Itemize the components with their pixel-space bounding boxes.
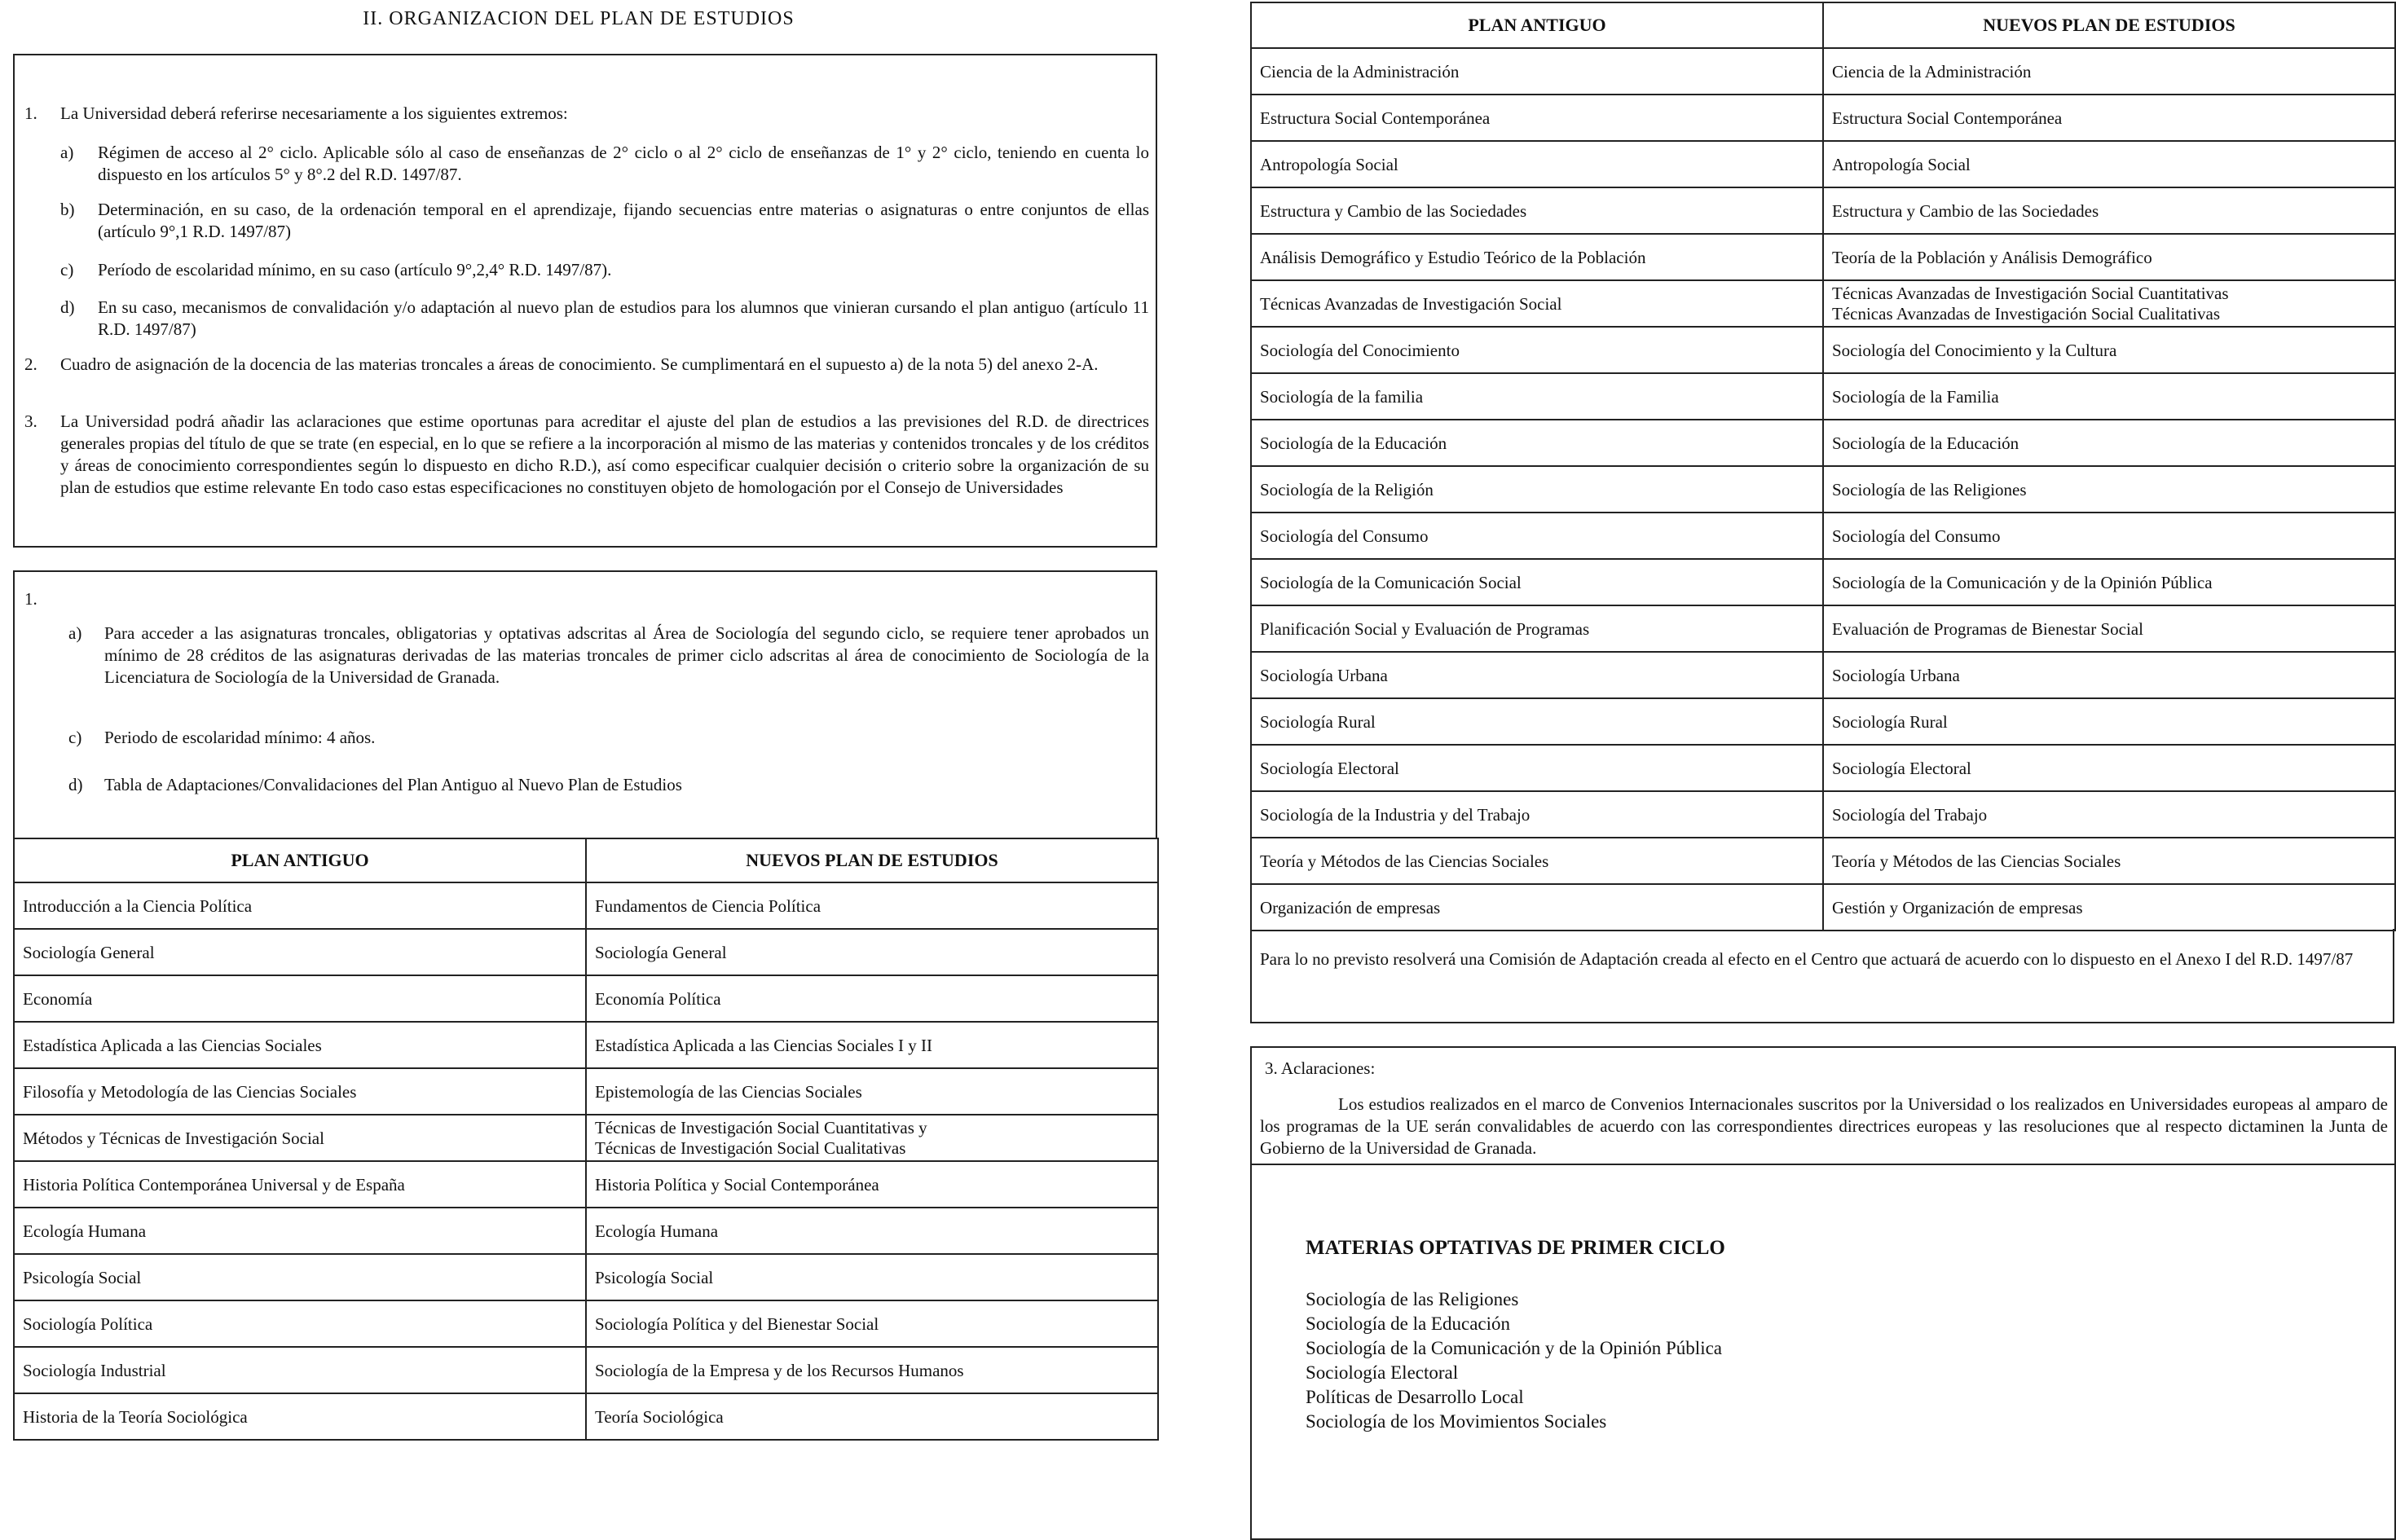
table-row <box>1251 791 2395 838</box>
old-subject: Estadística Aplicada a las Ciencias Sociales <box>14 1022 586 1068</box>
section-1-box <box>13 570 1157 839</box>
new-subject: Economía Política <box>586 975 1158 1022</box>
table-row <box>14 882 1158 929</box>
new-subject-two-lines <box>1823 280 2395 327</box>
old-subject: Economía <box>14 975 586 1022</box>
new-subject: Psicología Social <box>586 1254 1158 1300</box>
table-row <box>1251 95 2395 141</box>
new-subject: Teoría de la Población y Análisis Demográfico <box>1823 234 2395 280</box>
new-subject: Sociología del Conocimiento y la Cultura <box>1823 327 2395 373</box>
new-subject: Ecología Humana <box>586 1208 1158 1254</box>
new-subject: Estructura Social Contemporánea <box>1823 95 2395 141</box>
table-row <box>1251 373 2395 420</box>
note-3-number: 3. <box>24 411 37 431</box>
table-row <box>1251 559 2395 605</box>
column-header-old: PLAN ANTIGUO <box>1251 2 1823 48</box>
table-row <box>14 1022 1158 1068</box>
note-1-intro: La Universidad deberá referirse necesariamente a los siguientes extremos: <box>60 103 568 123</box>
new-subject: Ciencia de la Administración <box>1823 48 2395 95</box>
new-subject: Sociología General <box>586 929 1158 975</box>
table-row <box>14 1115 1158 1161</box>
table-row <box>14 1347 1158 1393</box>
note-a-label: a) <box>60 143 74 162</box>
footnote-box <box>1250 929 2394 1023</box>
footnote-text: Para lo no previsto resolverá una Comisión de Adaptación creada al efecto en el Centro que actuará de acuerdo con lo dispuesto en el Anexo I del R.D. 1497/87 <box>1260 949 2354 969</box>
table-row <box>14 1254 1158 1300</box>
section-1-a-text: Para acceder a las asignaturas troncales, obligatorias y optativas adscritas al Área de Sociología del segundo ciclo, se requiere tener aprobados un mínimo de 28 créditos de las asignaturas derivadas de las materias troncales de primer ciclo adscritas al área de conocimiento de Sociología de la Licenciatura de Sociología de la Universidad de Granada. <box>104 623 1149 687</box>
table-row <box>1251 280 2395 327</box>
old-subject: Historia Política Contemporánea Universal y de España <box>14 1161 586 1208</box>
old-subject: Introducción a la Ciencia Política <box>14 882 586 929</box>
instructions-list <box>15 55 1159 544</box>
aclaraciones-title: 3. Aclaraciones: <box>1265 1058 1376 1078</box>
old-subject: Sociología Industrial <box>14 1347 586 1393</box>
note-d-label: d) <box>60 297 75 317</box>
new-subject-line-2: Técnicas Avanzadas de Investigación Social Cualitativas <box>1832 303 2221 323</box>
note-b-text: Determinación, en su caso, de la ordenación temporal en el aprendizaje, fijando secuencias entre materias o asignaturas o entre conjuntos de ellas (artículo 9°,1 R.D. 1497/87) <box>98 200 1149 241</box>
old-subject: Sociología de la Industria y del Trabajo <box>1251 791 1823 838</box>
adaptation-table-right <box>1250 2 2396 931</box>
note-2-text: Cuadro de asignación de la docencia de las materias troncales a áreas de conocimiento. Se cumplimentará en el supuesto a) de la nota 5) del anexo 2-A. <box>60 354 1099 374</box>
table-row <box>1251 884 2395 931</box>
table-header-row <box>14 838 1158 882</box>
list-item: Sociología de la Comunicación y de la Opinión Pública <box>1306 1338 1723 1358</box>
new-subject: Epistemología de las Ciencias Sociales <box>586 1068 1158 1115</box>
new-subject: Sociología Política y del Bienestar Social <box>586 1300 1158 1347</box>
old-subject: Técnicas Avanzadas de Investigación Social <box>1251 280 1823 327</box>
old-subject: Métodos y Técnicas de Investigación Social <box>14 1115 586 1161</box>
new-subject-line-2: Técnicas de Investigación Social Cualitativas <box>595 1137 906 1158</box>
old-subject: Ecología Humana <box>14 1208 586 1254</box>
section-1-content <box>15 572 1159 841</box>
aclaraciones-divider <box>1252 1164 2394 1165</box>
optativas-list <box>1306 1287 1722 1434</box>
table-row <box>1251 652 2395 698</box>
new-subject: Sociología Urbana <box>1823 652 2395 698</box>
column-header-old: PLAN ANTIGUO <box>14 838 586 882</box>
section-1-d-label: d) <box>68 775 83 794</box>
old-subject: Filosofía y Metodología de las Ciencias Sociales <box>14 1068 586 1115</box>
section-1-number: 1. <box>24 589 37 609</box>
new-subject: Fundamentos de Ciencia Política <box>586 882 1158 929</box>
old-subject: Sociología de la Comunicación Social <box>1251 559 1823 605</box>
new-subject: Evaluación de Programas de Bienestar Social <box>1823 605 2395 652</box>
old-subject: Sociología del Conocimiento <box>1251 327 1823 373</box>
table-row <box>1251 466 2395 513</box>
table-row <box>1251 234 2395 280</box>
old-subject: Historia de la Teoría Sociológica <box>14 1393 586 1440</box>
page-heading: II. ORGANIZACION DEL PLAN DE ESTUDIOS <box>363 8 795 29</box>
note-c-text: Período de escolaridad mínimo, en su caso (artículo 9°,2,4° R.D. 1497/87). <box>98 260 612 279</box>
table-row <box>1251 838 2395 884</box>
new-subject-line-1: Técnicas Avanzadas de Investigación Social Cuantitativas <box>1832 283 2229 303</box>
note-a-text: Régimen de acceso al 2° ciclo. Aplicable sólo al caso de enseñanzas de 2° ciclo o al 2° ciclo de enseñanzas de 1° y 2° ciclo, teniendo en cuenta lo dispuesto en los artículos 5° y 8°.2 del R.D. 1497/87. <box>98 143 1149 184</box>
list-item: Sociología Electoral <box>1306 1362 1459 1383</box>
column-header-new: NUEVOS PLAN DE ESTUDIOS <box>1823 2 2395 48</box>
section-1-a-label: a) <box>68 623 82 643</box>
table-row <box>14 1300 1158 1347</box>
new-subject: Teoría y Métodos de las Ciencias Sociales <box>1823 838 2395 884</box>
table-row <box>14 975 1158 1022</box>
section-1-c-label: c) <box>68 728 82 747</box>
table-row <box>1251 420 2395 466</box>
list-item: Sociología de las Religiones <box>1306 1289 1519 1309</box>
new-subject: Sociología Rural <box>1823 698 2395 745</box>
old-subject: Ciencia de la Administración <box>1251 48 1823 95</box>
table-row <box>14 929 1158 975</box>
note-3-text: La Universidad podrá añadir las aclaraciones que estime oportunas para acreditar el ajuste del plan de estudios a las previsiones del R.D. de directrices generales propias del título de que se trate (en especial, en lo que se refiere a la incorporación al mismo de las materias y contenidos troncales y de los créditos y áreas de conocimiento correspondientes según lo dispuesto en dicho R.D.), así como especificar cualquier decisión o criterio sobre la organización de su plan de estudios que estime relevante En todo caso estas especificaciones no constituyen objeto de homologación por el Consejo de Universidades <box>60 411 1149 497</box>
optativas-title: MATERIAS OPTATIVAS DE PRIMER CICLO <box>1306 1237 1725 1259</box>
table-row <box>14 1393 1158 1440</box>
old-subject: Análisis Demográfico y Estudio Teórico de la Población <box>1251 234 1823 280</box>
note-d-text: En su caso, mecanismos de convalidación y/o adaptación al nuevo plan de estudios para los alumnos que vinieran cursando el plan antiguo (artículo 11 R.D. 1497/87) <box>98 297 1149 339</box>
section-1-d-text: Tabla de Adaptaciones/Convalidaciones del Plan Antiguo al Nuevo Plan de Estudios <box>104 775 682 794</box>
old-subject: Psicología Social <box>14 1254 586 1300</box>
section-1-c-text: Periodo de escolaridad mínimo: 4 años. <box>104 728 376 747</box>
old-subject: Teoría y Métodos de las Ciencias Sociales <box>1251 838 1823 884</box>
old-subject: Planificación Social y Evaluación de Programas <box>1251 605 1823 652</box>
new-subject: Estadística Aplicada a las Ciencias Sociales I y II <box>586 1022 1158 1068</box>
new-subject: Sociología de la Familia <box>1823 373 2395 420</box>
instructions-box <box>13 54 1157 548</box>
note-2-number: 2. <box>24 354 37 374</box>
note-b-label: b) <box>60 200 75 219</box>
old-subject: Sociología de la familia <box>1251 373 1823 420</box>
old-subject: Sociología del Consumo <box>1251 513 1823 559</box>
old-subject: Sociología de la Educación <box>1251 420 1823 466</box>
table-header-row <box>1251 2 2395 48</box>
new-subject: Antropología Social <box>1823 141 2395 187</box>
table-row <box>14 1068 1158 1115</box>
old-subject: Sociología Urbana <box>1251 652 1823 698</box>
new-subject: Sociología de la Educación <box>1823 420 2395 466</box>
new-subject: Gestión y Organización de empresas <box>1823 884 2395 931</box>
new-subject: Historia Política y Social Contemporánea <box>586 1161 1158 1208</box>
table-row <box>14 1208 1158 1254</box>
list-item: Sociología de la Educación <box>1306 1313 1511 1334</box>
new-subject: Estructura y Cambio de las Sociedades <box>1823 187 2395 234</box>
new-subject: Sociología del Trabajo <box>1823 791 2395 838</box>
list-item: Políticas de Desarrollo Local <box>1306 1387 1524 1407</box>
new-subject: Sociología Electoral <box>1823 745 2395 791</box>
old-subject: Estructura Social Contemporánea <box>1251 95 1823 141</box>
new-subject: Sociología de la Empresa y de los Recursos Humanos <box>586 1347 1158 1393</box>
old-subject: Sociología Política <box>14 1300 586 1347</box>
table-row <box>1251 605 2395 652</box>
old-subject: Organización de empresas <box>1251 884 1823 931</box>
note-1-number: 1. <box>24 103 37 123</box>
new-subject-two-lines <box>586 1115 1158 1161</box>
old-subject: Sociología de la Religión <box>1251 466 1823 513</box>
table-row <box>1251 187 2395 234</box>
new-subject: Sociología de las Religiones <box>1823 466 2395 513</box>
aclaraciones-text: Los estudios realizados en el marco de Convenios Internacionales suscritos por la Universidad o los realizados en Universidades europeas al amparo de los programas de la UE serán convalidables de acuerdo con las correspondientes directrices europeas y las resoluciones que al respecto dictaminen la Junta de Gobierno de la Universidad de Granada. <box>1260 1094 2388 1158</box>
table-row <box>1251 327 2395 373</box>
list-item: Sociología de los Movimientos Sociales <box>1306 1411 1607 1432</box>
old-subject: Sociología Rural <box>1251 698 1823 745</box>
new-subject-line-1: Técnicas de Investigación Social Cuantitativas y <box>595 1117 927 1137</box>
old-subject: Sociología Electoral <box>1251 745 1823 791</box>
table-row <box>1251 745 2395 791</box>
table-row <box>1251 513 2395 559</box>
new-subject: Sociología del Consumo <box>1823 513 2395 559</box>
aclaraciones-box <box>1250 1046 2396 1540</box>
table-row <box>1251 141 2395 187</box>
table-row <box>14 1161 1158 1208</box>
old-subject: Estructura y Cambio de las Sociedades <box>1251 187 1823 234</box>
old-subject: Sociología General <box>14 929 586 975</box>
old-subject: Antropología Social <box>1251 141 1823 187</box>
new-subject: Sociología de la Comunicación y de la Opinión Pública <box>1823 559 2395 605</box>
table-row <box>1251 698 2395 745</box>
table-row <box>1251 48 2395 95</box>
note-c-label: c) <box>60 260 74 279</box>
column-header-new: NUEVOS PLAN DE ESTUDIOS <box>586 838 1158 882</box>
adaptation-table-left <box>13 838 1159 1441</box>
new-subject: Teoría Sociológica <box>586 1393 1158 1440</box>
